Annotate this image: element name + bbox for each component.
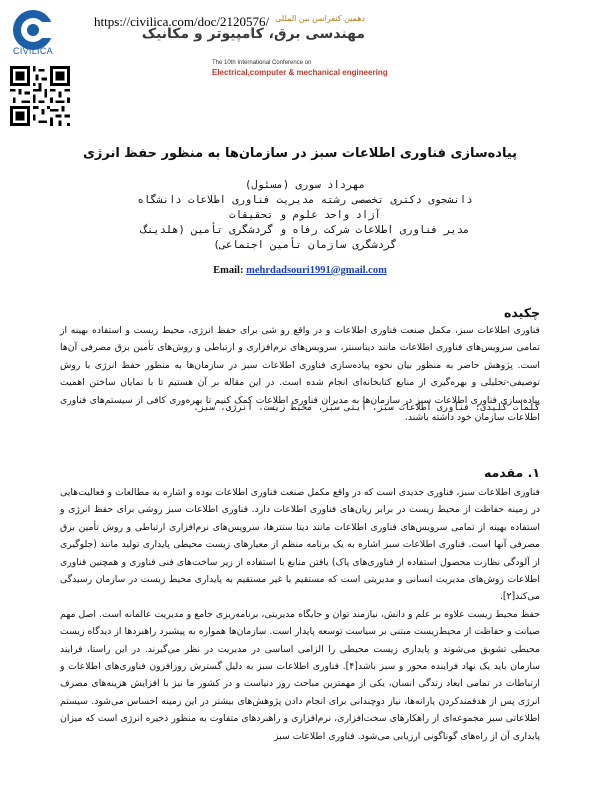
conference-intl-label: دهمین کنفرانس بین المللی [275,14,365,23]
intro-paragraph: حفظ محیط زیست علاوه بر علم و دانش، نیازمند توان و جایگاه مدیریتی، برنامه‌ریزی جامع و مدیریت عالمانه است. اصل مهم صیانت و حفاظت از محیط‌زیست مبتنی بر سیاست توسعه پایدار است. سازمان‌ها همواره به پیشبرد راهبردها از دیدگاه زیست محیطی تشویق می‌شوند و پایداری زیست محیطی را الزامی اساسی در مدیریت در نظر می‌گیرند. در این راستا، فرایند سازمان باید یک نهاد فراینده محور و سبز باشد[۴]. فناوری اطلاعات سبز به دلیل گسترش روزافزون فناوری‌های اطلاعات و ارتباطات در تمامی ابعاد زندگی انسان، یکی از مهمترین مباحث روز دنیاست و در کشور ما نیز با افزایش هزینه‌های مصرف انرژی پس از هدفمندکردن یارانه‌ها، نیاز دوچندانی برای انجام دادن پژوهش‌های بیشتر در این زمینه احساس می‌شود. سیستم اطلاعاتی سبز مجموعه‌ای از راهکارهای سخت‌افزاری، نرم‌افزاری و راهبردهای متفاوت به منظور ذخیره انرژی است که میزان پایداری آن از راه‌های گوناگونی ارزیابی می‌شود. فناوری اطلاعات سبز [60,608,540,742]
conference-name: مهندسی برق، کامپیوتر و مکانیک [141,26,365,42]
intro-paragraph: فناوری اطلاعات سبز، فناوری جدیدی است که در واقع مکمل صنعت فناوری اطلاعات بوده و اشاره به مطالعات و فعالیت‌هایی در زمینه حفاظت از محیط زیست در برابر زیان‌های فناوری اطلاعات دارد. فناوری اطلاعات سبز روشی برای حفظ انرژی و استفاده بهینه از تمامی سرویس‌های فناوری اطلاعات مانند دیتا سنترها، سرویس‌های نرم‌افزاری ارتباطی و روش تأمین برق مصرفی آنها است. فناوری اطلاعات سبز اشاره به یک برنامه منظم از معیارهای زیست محیطی پایداری تولید مانند (جلوگیری از آلودگی نظارت محصول استفاده از فناوری‌های پاک) یافتن منابع با استفاده از زیر ساخت‌های فنی فناوری و همچنین فناوری اطلاعات روش‌های مدیریت انسانی و مدیریتی است که مستقیم یا غیر مستقیم به پایداری محیط زیست در سازمان رسیدگی می‌کند[۲]. [60,487,540,603]
logo-label: CIVILICA [13,46,53,56]
conference-english [212,60,402,77]
author-line: دانشجوی دکتری تخصصی رشته مدیریت فناوری اطلاعات دانشگاه [137,194,473,206]
conference-header [142,14,365,42]
author-line: آزاد واحد علوم و تحقیقات [229,209,381,221]
abstract-heading: چکیده [504,305,540,320]
intro-body [60,484,540,745]
conference-en-line2: Electrical,computer & mechanical engineering [212,68,388,77]
email-label: Email: [213,265,244,276]
author-line: مدیر فناوری اطلاعات شرکت رفاه و گردشگری تأمین (هلدینگ [140,224,470,236]
qr-code-icon [10,66,70,126]
document-url[interactable]: https://civilica.com/doc/2120576/ [94,14,270,29]
email-link[interactable]: mehrdadsouri1991@gmail.com [246,265,387,276]
civilica-logo-icon [6,8,60,66]
keywords: کلمات کلیدی: فناوری اطلاعات سبز، آیتی سبز، محیط زیست، انرژی، سبز. [193,403,540,413]
author-block [120,178,490,253]
intro-heading: ۱. مقدمه [483,465,540,480]
paper-title: پیاده‌سازی فناوری اطلاعات سبز در سازمان‌ها به منظور حفظ انرژی [82,146,518,161]
author-line: گردشگری سازمان تأمین اجتماعی) [213,239,397,251]
abstract-body: فناوری اطلاعات سبز، مکمل صنعت فناوری اطلاعات و در واقع رو شی برای حفظ انرژی، محیط زیست و استفاده بهینه از تمامی سرویس‌های فناوری اطلاعات مانند دیتاسنتر، سرویس‌های نرم‌افزاری و ارتباطی و روش‌های تأمین برق مصرفی آن‌ها است. پژوهش حاضر به منظور بیان نحوه پیاده‌سازی فناوری اطلاعات سبز در سازمان‌ها به منظور حفظ انرژی با روش توصیفی-تحلیلی و بهره‌گیری از منابع کتابخانه‌ای انجام شده است. در این مقاله بر آن هستیم تا با نمایان ساختن اهمیت پیاده‌سازی فناوری اطلاعات سبز در سازمان‌ها به مدیران فناوری اطلاعات کمک کنیم تا بهره‌وری کافی از سیستم‌های فناوری اطلاعات سازمان خود داشته باشند. [60,325,540,424]
email-line [0,265,600,276]
author-line: مهرداد سوری (مسئول) [244,179,366,191]
conference-en-line1: The 10th International Conference on [212,60,312,66]
